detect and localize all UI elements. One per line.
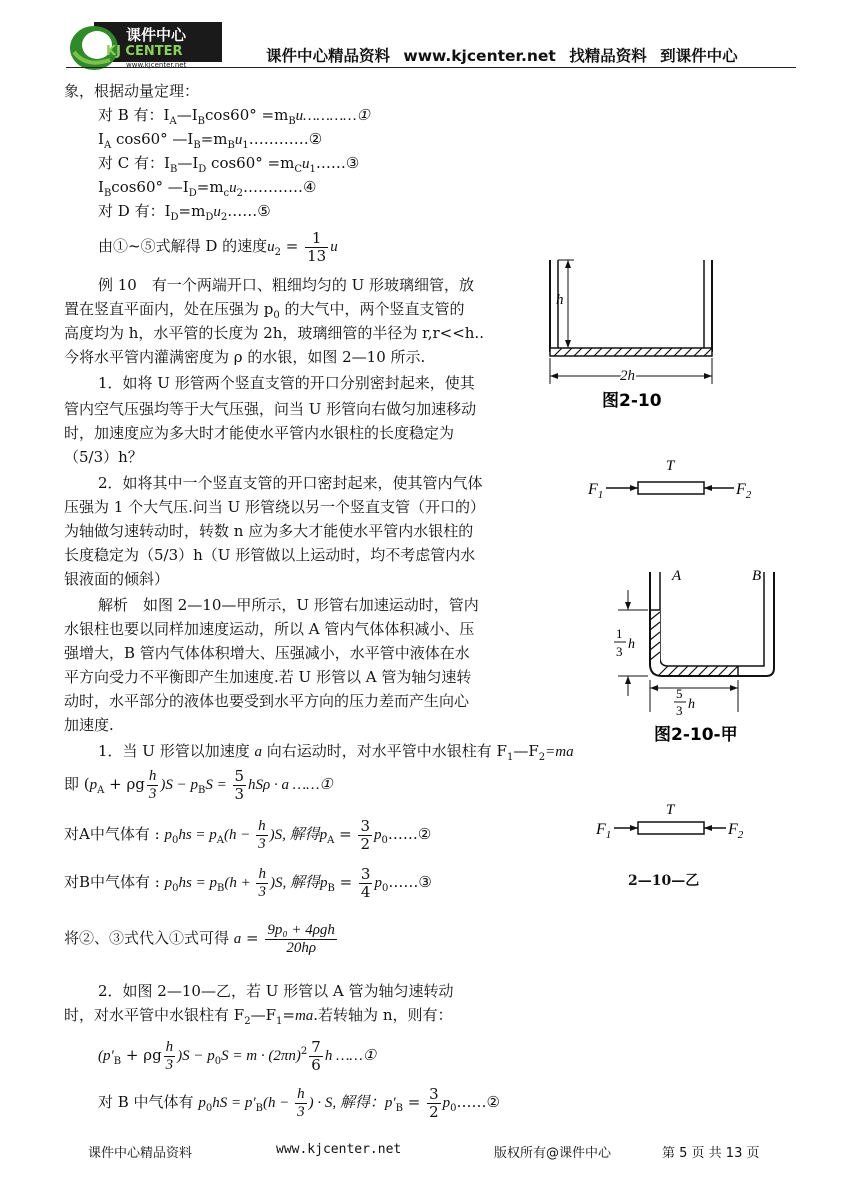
figure-caption: 图2-10 [602, 391, 662, 411]
paragraph-line: 1．如将 U 形管两个竖直支管的开口分别密封起来，使其 [98, 374, 475, 392]
paragraph-line: 解析 如图 2—10—甲所示，U 形管右加速运动时，管内 [98, 596, 479, 614]
paragraph-line: 强增大，B 管内气体体积增大、压强减小，水平管中液体在水 [64, 644, 470, 662]
equation-line: 由①~⑤式解得 D 的速度$u_2$ = $\frac{1}{13}$ u [98, 228, 338, 265]
paragraph-line: 管内空气压强均等于大气压强，问当 U 形管向右做匀加速移动 [64, 400, 477, 418]
equation-line: $I_A$ cos60° $—I_B=m_Bu_1\dots\dots\dots\dots ②$ [98, 130, 323, 151]
label-F1: $F_1$ [588, 481, 604, 501]
label-53-num: 5 [676, 686, 683, 701]
equation-line: $I_B\cos 60^\circ$ $—I_D=m_cu_2\dots\dots\dots\dots ④$ [98, 178, 317, 199]
paragraph-line: 为轴做匀速转动时，转数 n 应为多大才能使水平管内水银柱的 [64, 522, 474, 540]
paragraph-line: 2．如将其中一个竖直支管的开口密封起来，使其管内气体 [98, 474, 483, 492]
label-F1: $F_1$ [596, 821, 612, 841]
text-line: 象，根据动量定理： [64, 82, 200, 100]
figure-caption: 图2-10-甲 [654, 725, 738, 745]
figure-caption: 2—10—乙 [628, 873, 700, 889]
equation-line: 对 C 有：$I_B—I_D$ $\cos 60^\circ =m_Cu_1\dots\dots ③$ [98, 154, 360, 175]
label-53-den: 3 [676, 703, 683, 718]
label-h: h [556, 292, 564, 308]
paragraph-line: 长度稳定为（5/3）h（U 形管做以上运动时，均不考虑管内水 [64, 546, 476, 564]
equation-line: 将②、③式代入①式可得 a = $\frac{\text{9p₀ + 4ρgh}}{20h\rho}$ [64, 921, 335, 956]
paragraph-line: （5/3）h？ [64, 448, 143, 466]
paragraph-line: 银液面的倾斜） [64, 570, 170, 588]
paragraph-line: 时，对水平管中水银柱有 $F_2—F_1=ma$.若转轴为 n，则有： [64, 1006, 453, 1027]
equation-line: 对 D 有：$I_D=m_Du_2\dots\dots ⑤$ [98, 202, 271, 223]
logo-graphic [66, 22, 222, 72]
label-third-num: 1 [616, 626, 623, 641]
header-divider [66, 67, 796, 68]
paragraph-line: 2．如图 2—10—乙，若 U 形管以 A 管为轴匀速转动 [98, 982, 454, 1000]
paragraph-line: 水银柱也要以同样加速度运动，所以 A 管内气体体积减小、压 [64, 620, 475, 638]
footer-url[interactable]: www.kjcenter.net [276, 1142, 402, 1157]
label-T: T [666, 458, 675, 474]
equation-line: 对 B 有：$I_A—I_B\cos 60^\circ$ $=m_Bu\dots\dots\dots\dots ①$ [98, 106, 370, 127]
label-third-den: 3 [616, 644, 623, 659]
equation-line: ($p'_B + \rho g$ $\frac{h}{3}$ )$S - p_0S = m \cdot (2\pi n)^2$ $\frac{7}{6}$ h ……① [98, 1037, 377, 1074]
paragraph-line: 例 10 有一个两端开口、粗细均匀的 U 形玻璃细管，放 [98, 276, 475, 294]
label-T: T [666, 802, 675, 818]
equation-line: 对 B 中气体有 $p_0hS = p'_B(h$ − $\frac{h}{3}$ ) · S, 解得：$p'_B$ = $\frac{3}{2}$ $p_0\dots\dots ②$ [98, 1084, 500, 1121]
paragraph-line: 平方向受力不平衡即产生加速度.若 U 形管以 A 管为轴匀速转 [64, 668, 472, 686]
paragraph-line: 动时，水平部分的液体也要受到水平方向的压力差而产生向心 [64, 692, 470, 710]
site-logo [66, 22, 222, 72]
paragraph-line: 时，加速度应为多大时才能使水平管内水银柱的长度稳定为 [64, 424, 455, 442]
footer-page-number: 第 5 页 共 13 页 [662, 1146, 760, 1161]
label-2h: 2h [620, 368, 635, 384]
footer-copyright: 版权所有@课件中心 [494, 1146, 612, 1161]
header-title: 课件中心精品资料 www.kjcenter.net 找精品资料 到课件中心 [266, 47, 738, 65]
label-F2: $F_2$ [736, 481, 752, 501]
logo-cn-text: 课件中心 [126, 26, 187, 44]
figure-2-10 [540, 252, 720, 412]
paragraph-line: 压强为 1 个大气压.问当 U 形管绕以另一个竖直支管（开口的） [64, 498, 486, 516]
force-diagram-2 [594, 800, 764, 844]
label-B: B [752, 568, 762, 584]
equation-line: 即 ($p_A + \rho g$ $\frac{h}{3}$ )$S - p_BS$ = $\frac{5}{3}$ hSρ · a ……① [64, 766, 333, 803]
figure-2-10-jia [598, 562, 788, 746]
label-53-h: h [688, 697, 695, 712]
label-F2: $F_2$ [728, 821, 744, 841]
logo-en-text: KJ CENTER [106, 44, 183, 59]
equation-line: 对A中气体有 : $p_0hs = p_A(h$ − $\frac{h}{3}$ )S, 解得$p_A$ = $\frac{3}{2}$ $p_0\dots\dots ②$ [64, 816, 432, 853]
logo-url-text: www.kjcenter.net [126, 61, 187, 69]
footer-left: 课件中心精品资料 [88, 1146, 193, 1161]
force-diagram-1 [586, 452, 766, 508]
paragraph-line: 今将水平管内灌满密度为 ρ 的水银，如图 2—10 所示. [64, 348, 426, 366]
equation-line: 对B中气体有 : $p_0hs = p_B(h$ + $\frac{h}{3}$ )S, 解得$p_B$ = $\frac{3}{4}$ $p_0\dots\dots ③$ [64, 864, 432, 901]
label-third-h: h [628, 637, 635, 652]
paragraph-line: 置在竖直平面内，处在压强为 $p_0$ 的大气中，两个竖直支管的 [64, 300, 465, 321]
paragraph-line: 1．当 U 形管以加速度 a 向右运动时，对水平管中水银柱有 $F_1—F_2=ma$ [98, 742, 574, 763]
paragraph-line: 加速度. [64, 716, 114, 734]
paragraph-line: 高度均为 h，水平管的长度为 2h，玻璃细管的半径为 r,r<<h.. [64, 324, 484, 342]
label-A: A [672, 568, 682, 584]
